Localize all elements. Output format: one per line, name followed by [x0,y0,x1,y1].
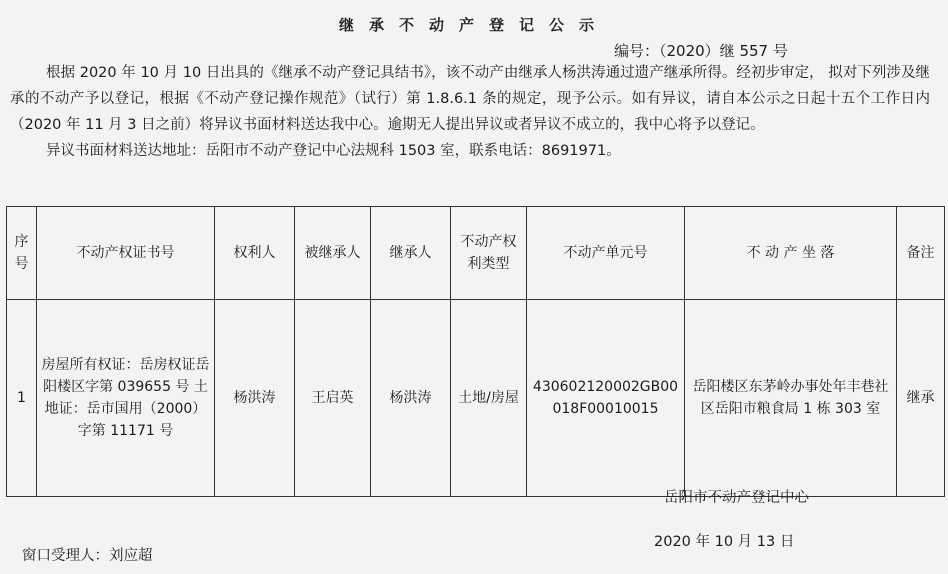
header-remark: 备注 [897,207,945,300]
header-location: 不 动 产 坐 落 [685,207,897,300]
table-header-row [7,207,945,300]
cell-right-type: 土地/房屋 [451,300,527,497]
header-unit-no: 不动产单元号 [527,207,685,300]
issuing-organization: 岳阳市不动产登记中心 [664,490,809,506]
cell-heir: 杨洪涛 [371,300,451,497]
window-clerk: 窗口受理人：刘应超 [22,548,153,564]
header-cert: 不动产权证书号 [37,207,215,300]
notice-body [10,60,930,164]
cell-decedent: 王启英 [295,300,371,497]
cell-location: 岳阳楼区东茅岭办事处年丰巷社区岳阳市粮食局 1 栋 303 室 [685,300,897,497]
header-decedent: 被继承人 [295,207,371,300]
cell-holder: 杨洪涛 [215,300,295,497]
cell-unit-no: 430602120002GB00018F00010015 [527,300,685,497]
header-holder: 权利人 [215,207,295,300]
header-seq: 序号 [7,207,37,300]
notice-title: 继承不动产登记公示 [338,16,609,34]
header-right-type: 不动产权利类型 [451,207,527,300]
cell-remark: 继承 [897,300,945,497]
cell-seq: 1 [7,300,37,497]
header-heir: 继承人 [371,207,451,300]
issue-date: 2020 年 10 月 13 日 [654,534,795,550]
objection-address: 异议书面材料送达地址：岳阳市不动产登记中心法规科 1503 室，联系电话：8691971。 [46,143,621,159]
cell-cert: 房屋所有权证：岳房权证岳阳楼区字第 039655 号 土地证：岳市国用（2000）字第 11171 号 [37,300,215,497]
document-number: 编号：（2020）继 557 号 [614,42,788,60]
notice-paragraph: 根据 2020 年 10 月 10 日出具的《继承不动产登记具结书》，该不动产由继承人杨洪涛通过遗产继承所得。经初步审定， 拟对下列涉及继承的不动产予以登记，根据《不动产登记操作规范》（试行）第 1.8.6.1 条的规定，现予公示。如有异议，请自本公示之日起十五个工作日内（2020 年 11 月 3 日之前）将异议书面材料送达我中心。逾期无人提出异议或者异议不成立的，我中心将予以登记。 [10,65,930,133]
table-row [7,300,945,497]
property-table [6,206,945,497]
